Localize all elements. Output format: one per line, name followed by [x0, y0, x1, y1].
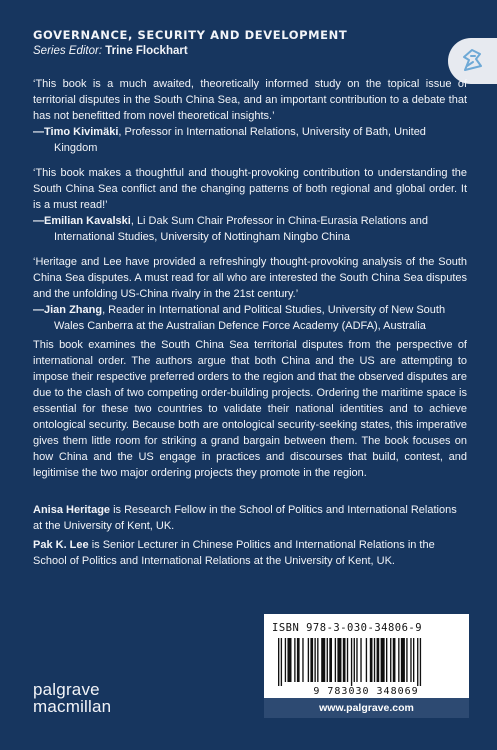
series-editor [33, 45, 188, 57]
isbn-text: ISBN 978-3-030-34806-9 [272, 622, 423, 634]
barcode-bar [337, 638, 341, 682]
barcode-graphic [264, 614, 469, 698]
barcode-bar [386, 638, 387, 682]
barcode-bar [321, 638, 325, 682]
barcode-bar [317, 638, 318, 682]
barcode-bar [406, 638, 407, 682]
quote-author: —Jian Zhang [33, 304, 103, 316]
quote-text: ‘This book is a much awaited, theoretically informed study on the topical issue of territorial disputes in the South China Sea, and an important contribution to a debate that has not benefitted from novel theoretical insights.’ [33, 78, 467, 122]
review-quotes [33, 76, 467, 343]
barcode-bar [287, 638, 291, 682]
barcode-bar [410, 638, 411, 682]
review-quote [33, 76, 467, 156]
barcode-bar [374, 638, 375, 682]
author-bio [33, 502, 467, 534]
series-editor-name: Trine Flockhart [105, 45, 188, 57]
publisher-name-line1: palgrave [33, 680, 100, 699]
barcode-bar [335, 638, 336, 682]
barcode-bar [356, 638, 357, 682]
barcode-bar [343, 638, 346, 682]
barcode-bar [281, 638, 282, 686]
publisher-name-line2: macmillan [33, 697, 112, 716]
barcode-bar [417, 638, 418, 686]
barcode-bar [366, 638, 367, 682]
quote-text: ‘This book makes a thoughtful and thought-provoking contribution to understanding the South China Sea conflict and the changing patterns of both regional and global order. It is a must read!’ [33, 167, 467, 211]
publisher-url[interactable]: www.palgrave.com [264, 698, 469, 718]
barcode-bar [308, 638, 309, 682]
author-bio [33, 537, 467, 569]
barcode-bar [294, 638, 295, 682]
author-name: Pak K. Lee [33, 539, 89, 551]
quote-text: ‘Heritage and Lee have provided a refreshingly thought-provoking analysis of the South China Sea disputes. A must read for all who are interested the South China Sea disputes and the unfolding US-China rivalry in the 21st century.’ [33, 256, 467, 300]
barcode-bar [377, 638, 380, 682]
book-description: This book examines the South China Sea territorial disputes from the perspective of international order. The authors argue that both China and the US are attempting to impose their respective preferred orders to the region and that the observed disputes are due to the clash of two competing order-building projects. Ordering the maritime space is essential for these two countries to validate their national identities and to achieve ontological security. Because both are ontological security-seeking states, this imperative gives them little room for striking a grand bargain between them. The book focuses on how China and the US engage in practices and discourses that build, contest, and legitimise the two major ordering projects they promote in the region. [33, 339, 467, 479]
barcode-bar [314, 638, 315, 682]
quote-attribution [33, 302, 467, 334]
barcode-bar [370, 638, 373, 682]
author-name: Anisa Heritage [33, 504, 111, 516]
barcode-digits: 9 783030 348069 [313, 686, 419, 697]
author-description: is Senior Lecturer in Chinese Politics and International Relations in the School of Politics and International Relations at the University of Kent, UK. [33, 539, 435, 567]
barcode-bar [390, 638, 391, 682]
quote-affiliation: , Professor in International Relations, University of Bath, United Kingdom [54, 126, 426, 154]
barcode-bar [310, 638, 313, 682]
quote-affiliation: , Li Dak Sum Chair Professor in China-Eurasia Relations and International Studies, University of Nottingham Ningbo China [54, 215, 428, 243]
springer-nature-chess-knight-icon [456, 45, 486, 75]
series-editor-label: Series Editor: [33, 45, 103, 57]
barcode-bar [329, 638, 332, 682]
review-quote [33, 254, 467, 334]
barcode-bar [351, 638, 352, 686]
quote-attribution [33, 124, 467, 156]
quote-author: —Emilian Kavalski [33, 215, 131, 227]
barcode-bar [354, 638, 355, 682]
barcode-bar [297, 638, 300, 682]
barcode-bar [347, 638, 348, 682]
barcode-bar [327, 638, 328, 682]
barcode-bar [398, 638, 399, 682]
barcode-bar [413, 638, 414, 682]
barcode-bar [420, 638, 421, 686]
quote-affiliation: , Reader in International and Political Studies, University of New South Wales Canberra at the Australian Defence Force Academy (ADFA), Australia [54, 304, 446, 332]
barcode-bar [285, 638, 286, 682]
review-quote [33, 165, 467, 245]
quote-author: —Timo Kivimäki [33, 126, 119, 138]
barcode-bar [393, 638, 396, 682]
quote-attribution [33, 213, 467, 245]
barcode-bar [278, 638, 279, 686]
barcode-bar [381, 638, 385, 682]
barcode-bar [302, 638, 303, 682]
series-title: GOVERNANCE, SECURITY AND DEVELOPMENT [33, 28, 348, 42]
palgrave-macmillan-logo [33, 681, 153, 716]
author-description: is Research Fellow in the School of Politics and International Relations at the University of Kent, UK. [33, 504, 457, 532]
barcode-bar [401, 638, 405, 682]
barcode-bar [360, 638, 361, 682]
